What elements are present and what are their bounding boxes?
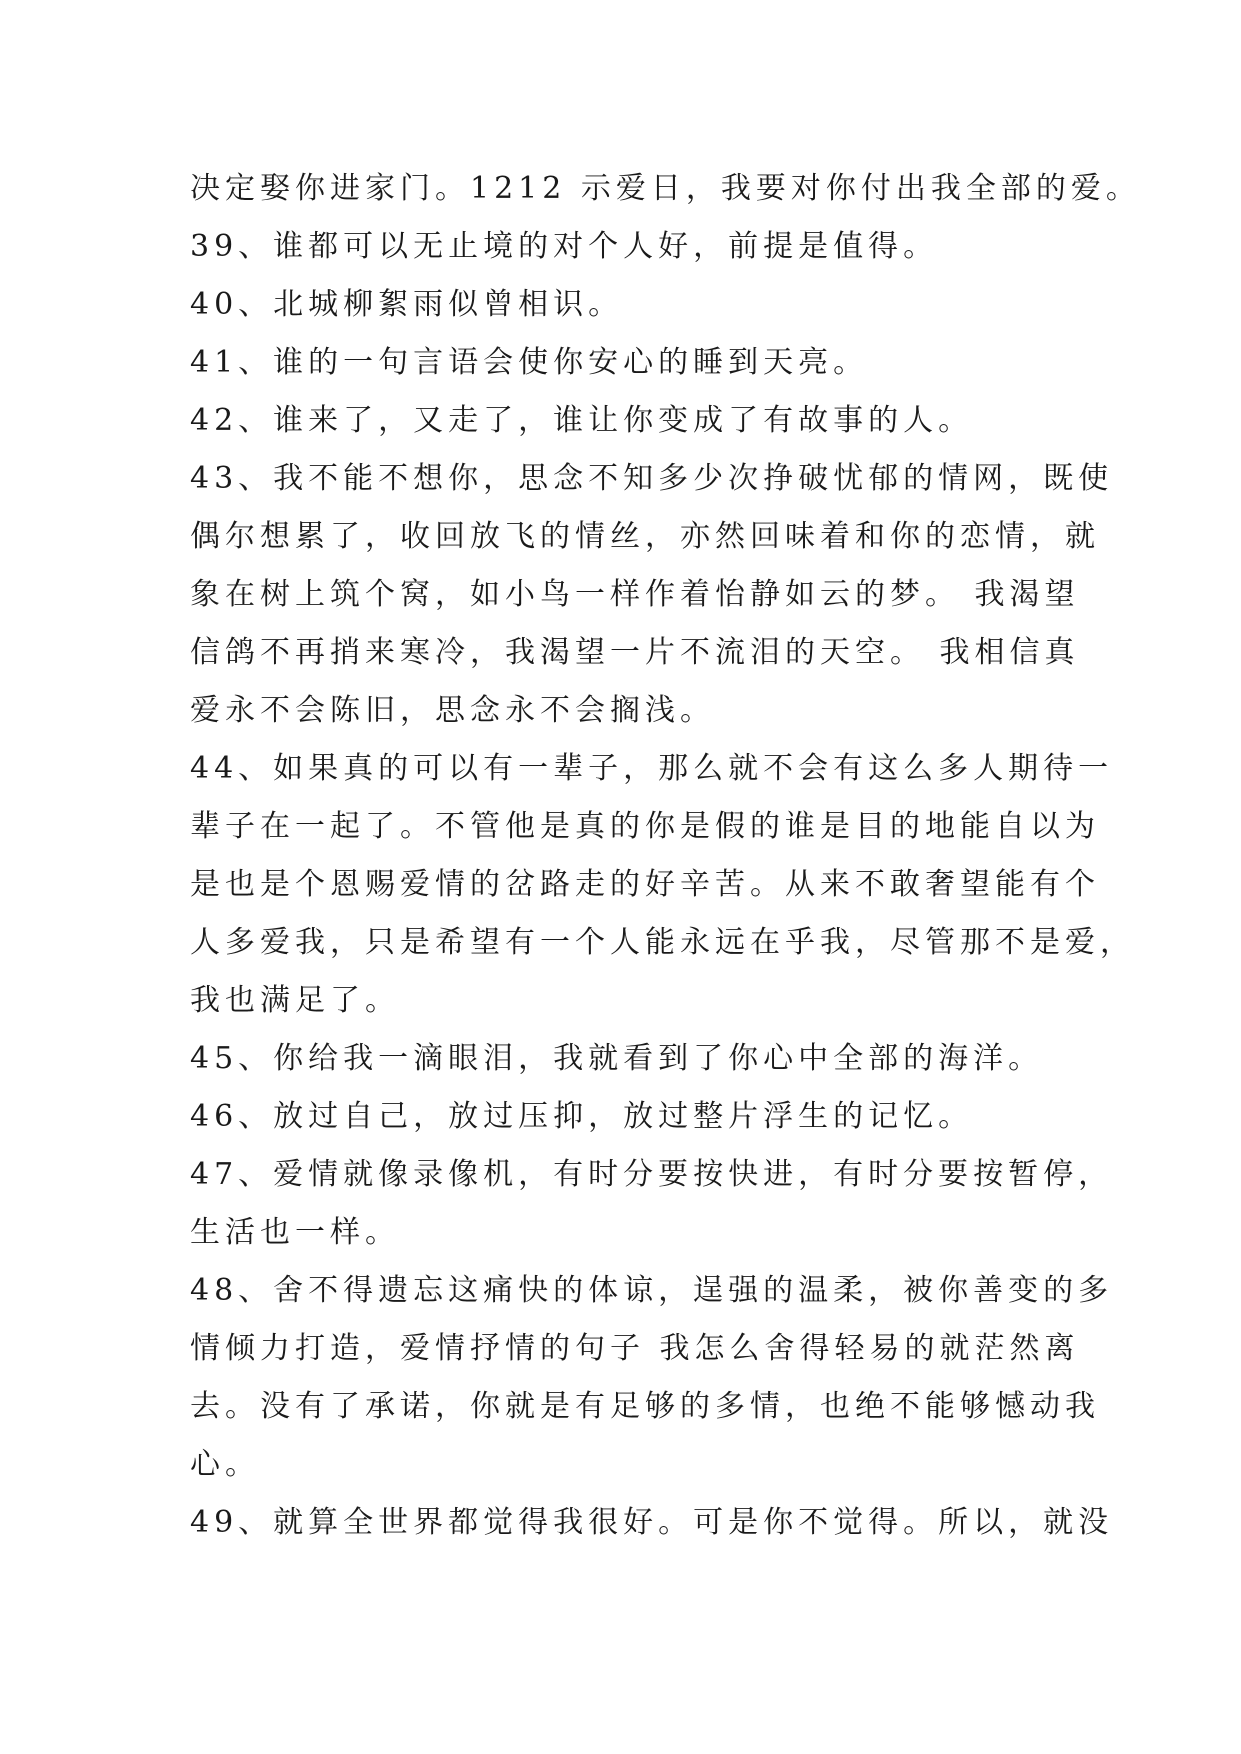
text-line: 44、如果真的可以有一辈子，那么就不会有这么多人期待一	[190, 751, 1114, 786]
text-line: 47、爱情就像录像机，有时分要按快进，有时分要按暂停，	[190, 1157, 1114, 1192]
text-line: 39、谁都可以无止境的对个人好，前提是值得。	[190, 229, 939, 264]
text-line: 爱永不会陈旧，思念永不会搁浅。	[190, 693, 715, 728]
text-line: 生活也一样。	[190, 1215, 400, 1250]
text-line: 我也满足了。	[190, 983, 400, 1018]
text-line: 去。没有了承诺，你就是有足够的多情，也绝不能够憾动我	[190, 1389, 1100, 1424]
text-line: 40、北城柳絮雨似曾相识。	[190, 287, 624, 322]
text-line: 象在树上筑个窝，如小鸟一样作着怡静如云的梦。 我渴望	[190, 577, 1080, 612]
text-line: 42、谁来了，又走了，谁让你变成了有故事的人。	[190, 403, 974, 438]
text-line: 是也是个恩赐爱情的岔路走的好辛苦。从来不敢奢望能有个	[190, 867, 1100, 902]
text-line: 46、放过自己，放过压抑，放过整片浮生的记忆。	[190, 1099, 974, 1134]
text-line: 人多爱我，只是希望有一个人能永远在乎我，尽管那不是爱，	[190, 925, 1135, 960]
document-body	[190, 160, 1141, 1552]
text-line: 43、我不能不想你，思念不知多少次挣破忧郁的情网，既使	[190, 461, 1114, 496]
text-line: 决定娶你进家门。1212 示爱日，我要对你付出我全部的爱。	[190, 171, 1141, 206]
text-line: 41、谁的一句言语会使你安心的睡到天亮。	[190, 345, 869, 380]
text-line: 情倾力打造，爱情抒情的句子 我怎么舍得轻易的就茫然离	[190, 1331, 1080, 1366]
text-line: 45、你给我一滴眼泪，我就看到了你心中全部的海洋。	[190, 1041, 1044, 1076]
text-line: 信鸽不再捎来寒冷，我渴望一片不流泪的天空。 我相信真	[190, 635, 1080, 670]
text-line: 49、就算全世界都觉得我很好。可是你不觉得。所以，就没	[190, 1505, 1114, 1540]
text-line: 偶尔想累了，收回放飞的情丝，亦然回味着和你的恋情，就	[190, 519, 1100, 554]
text-line: 辈子在一起了。不管他是真的你是假的谁是目的地能自以为	[190, 809, 1100, 844]
text-line: 心。	[190, 1447, 260, 1482]
text-line: 48、舍不得遗忘这痛快的体谅，逞强的温柔，被你善变的多	[190, 1273, 1114, 1308]
